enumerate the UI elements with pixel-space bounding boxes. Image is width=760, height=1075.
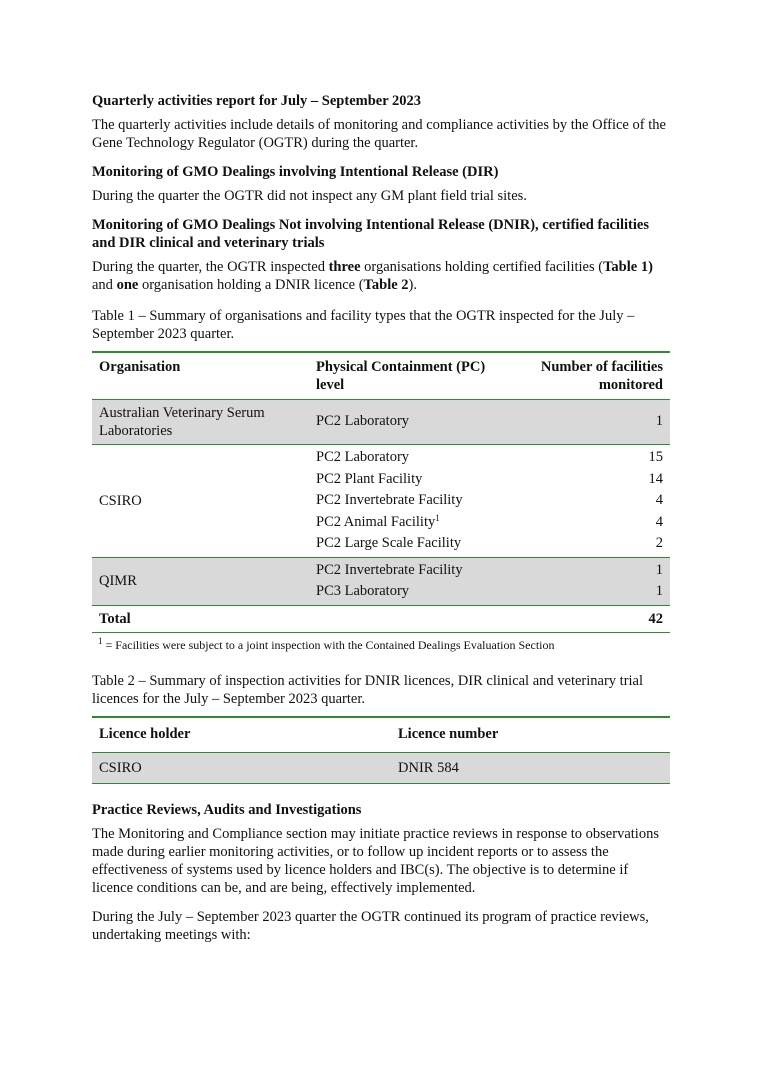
facility-count-cell: 15 bbox=[648, 449, 663, 465]
column-header-organisation: Organisation bbox=[99, 359, 181, 375]
dir-heading: Monitoring of GMO Dealings involving Intentional Release (DIR) bbox=[92, 164, 499, 180]
pc-level-cell: PC2 Invertebrate Facility bbox=[316, 492, 463, 508]
total-label: Total bbox=[99, 610, 131, 627]
organisation-cell: CSIRO bbox=[99, 493, 142, 509]
facility-count-cell: 4 bbox=[655, 492, 663, 508]
pc-level-cell: PC2 Laboratory bbox=[309, 400, 517, 445]
licence-holder-cell: CSIRO bbox=[92, 752, 391, 783]
table-row bbox=[92, 445, 670, 469]
pc-level-cell: PC2 Animal Facility$^1$ bbox=[316, 512, 440, 530]
column-header-facilities: Number of facilities monitored bbox=[540, 359, 663, 393]
intro-paragraph: The quarterly activities include details of monitoring and compliance activities by the Office of the Gene Technology Regulator (OGTR) during the quarter. bbox=[92, 117, 666, 151]
table1-footnote: $^1$ = Facilities were subject to a joint inspection with the Contained Dealings Evaluation Section bbox=[98, 635, 555, 652]
column-header-licence-number: Licence number bbox=[398, 725, 499, 742]
table2-caption: Table 2 – Summary of inspection activities for DNIR licences, DIR clinical and veterinary trial licences for the July – September 2023 quarter. bbox=[92, 672, 644, 707]
pc-level-cell: PC2 Large Scale Facility bbox=[316, 535, 462, 551]
organisation-cell: QIMR bbox=[92, 557, 309, 605]
practice-paragraph-2: During the July – September 2023 quarter the OGTR continued its program of practice reviews, undertaking meetings with: bbox=[92, 908, 649, 943]
table1-caption: Table 1 – Summary of organisations and facility types that the OGTR inspected for the July – September 2023 quarter. bbox=[92, 308, 635, 342]
dnir-paragraph: During the quarter, the OGTR inspected three organisations holding certified facilities (Table 1) and one organisation holding a DNIR licence (Table 2). bbox=[92, 259, 653, 293]
table-header-row bbox=[92, 717, 670, 753]
dnir-heading: Monitoring of GMO Dealings Not involving Intentional Release (DNIR), certified facilities and DIR clinical and veterinary trials bbox=[92, 217, 649, 251]
organisation-cell: Australian Veterinary Serum Laboratories bbox=[92, 400, 309, 445]
report-title: Quarterly activities report for July – September 2023 bbox=[92, 93, 422, 109]
facilities-table bbox=[92, 351, 670, 633]
facility-count-cell: 2 bbox=[655, 535, 663, 551]
facility-count-cell: 4 bbox=[655, 513, 663, 530]
pc-level-cell: PC2 Plant Facility bbox=[316, 470, 423, 487]
pc-level-cell: PC2 Invertebrate Facility bbox=[309, 557, 517, 581]
table-row bbox=[92, 400, 670, 445]
facility-count-cell: 14 bbox=[648, 470, 663, 487]
dir-paragraph: During the quarter the OGTR did not inspect any GM plant field trial sites. bbox=[92, 188, 527, 204]
column-header-pc-level: Physical Containment (PC) level bbox=[316, 359, 486, 393]
practice-paragraph-1: The Monitoring and Compliance section may initiate practice reviews in response to observations made during earlier monitoring activities, or to follow up incident reports or to assess the effectiveness of systems used by licence holders and IBC(s). The objective is to determine if licence conditions can be, and are being, effectively implemented. bbox=[92, 825, 659, 896]
table-row bbox=[92, 752, 670, 783]
pc-level-cell: PC2 Laboratory bbox=[316, 449, 410, 465]
facility-count-cell: 1 bbox=[517, 557, 670, 581]
total-value: 42 bbox=[648, 610, 663, 627]
licences-table bbox=[92, 716, 670, 784]
document-content bbox=[92, 92, 670, 955]
footnote-marker: 1 bbox=[435, 512, 440, 523]
pc-level-cell: PC3 Laboratory bbox=[309, 581, 517, 605]
table-row bbox=[92, 557, 670, 581]
facility-count-cell: 1 bbox=[517, 400, 670, 445]
facility-count-cell: 1 bbox=[517, 581, 670, 605]
practice-heading: Practice Reviews, Audits and Investigations bbox=[92, 801, 362, 818]
table-header-row bbox=[92, 352, 670, 400]
licence-number-cell: DNIR 584 bbox=[391, 752, 670, 783]
total-row bbox=[92, 605, 670, 632]
column-header-licence-holder: Licence holder bbox=[99, 725, 191, 742]
